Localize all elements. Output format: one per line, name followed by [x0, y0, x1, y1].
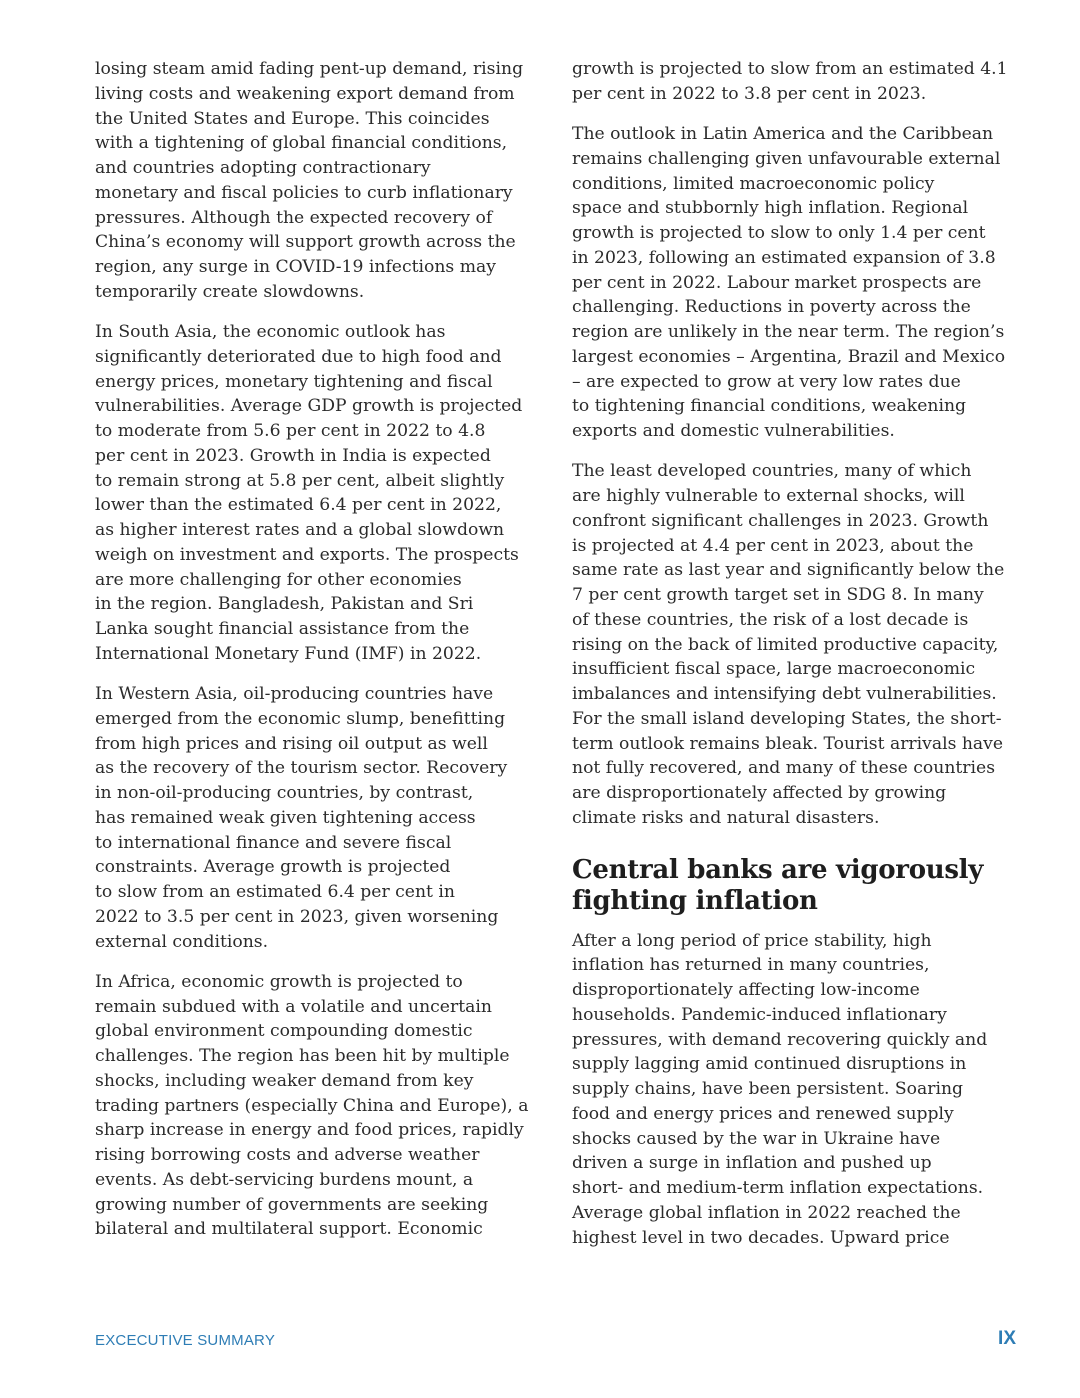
- text-line: same rate as last year and significantly below the: [572, 560, 1005, 581]
- text-line: growth is projected to slow from an estimated 4.1: [572, 59, 1008, 79]
- text-line: pressures, with demand recovering quickly and: [572, 1029, 988, 1050]
- text-line: emerged from the economic slump, benefitting: [95, 708, 506, 729]
- text-line: are more challenging for other economies: [95, 569, 462, 590]
- left-column: [95, 57, 545, 1258]
- text-line: vulnerabilities. Average GDP growth is projected: [95, 396, 523, 417]
- text-line: to slow from an estimated 6.4 per cent in: [95, 882, 455, 902]
- text-line: events. As debt-servicing burdens mount, a: [95, 1169, 474, 1190]
- text-line: remains challenging given unfavourable external: [572, 148, 1001, 169]
- paragraph-south-asia: [95, 320, 545, 667]
- text-line: to tightening financial conditions, weakening: [572, 396, 967, 417]
- paragraph-east-asia-continued: [95, 57, 545, 305]
- footer-section-label: EXCECUTIVE SUMMARY: [95, 1332, 276, 1349]
- text-line: are disproportionately affected by growing: [572, 783, 947, 803]
- paragraph-africa-continued: [572, 57, 1020, 107]
- text-line: remain subdued with a volatile and uncertain: [95, 996, 492, 1017]
- text-line: is projected at 4.4 per cent in 2023, about the: [572, 535, 974, 556]
- text-line: from high prices and rising oil output as well: [95, 733, 488, 754]
- text-line: Lanka sought financial assistance from the: [95, 619, 470, 639]
- text-line: rising on the back of limited productive capacity,: [572, 634, 999, 655]
- text-line: as the recovery of the tourism sector. Recovery: [95, 758, 508, 779]
- text-line: – are expected to grow at very low rates due: [572, 371, 961, 392]
- text-line: constraints. Average growth is projected: [95, 857, 451, 878]
- text-line: to international finance and severe fiscal: [95, 832, 452, 853]
- text-line: per cent in 2022. Labour market prospects are: [572, 272, 982, 293]
- text-line: sharp increase in energy and food prices, rapidly: [95, 1120, 524, 1141]
- text-line: After a long period of price stability, high: [572, 930, 932, 951]
- text-line: households. Pandemic-induced inflationary: [572, 1004, 947, 1025]
- text-line: The outlook in Latin America and the Caribbean: [572, 124, 994, 144]
- text-line: to remain strong at 5.8 per cent, albeit slightly: [95, 470, 505, 491]
- paragraph-africa: [95, 970, 545, 1242]
- text-line: pressures. Although the expected recovery of: [95, 207, 493, 228]
- text-line: the United States and Europe. This coincides: [95, 108, 490, 129]
- section-heading: [572, 855, 1020, 917]
- text-line: with a tightening of global financial conditions,: [95, 133, 508, 154]
- text-line: 2022 to 3.5 per cent in 2023, given worsening: [95, 906, 499, 927]
- text-line: term outlook remains bleak. Tourist arrivals have: [572, 733, 1004, 754]
- text-line: conditions, limited macroeconomic policy: [572, 173, 935, 194]
- text-line: exports and domestic vulnerabilities.: [572, 421, 895, 441]
- text-line: lower than the estimated 6.4 per cent in 2022,: [95, 495, 502, 516]
- text-line: food and energy prices and renewed supply: [572, 1103, 954, 1124]
- text-line: For the small island developing States, the short-: [572, 708, 1002, 729]
- text-line: has remained weak given tightening access: [95, 807, 476, 828]
- text-line: significantly deteriorated due to high food and: [95, 346, 502, 367]
- text-line: in the region. Bangladesh, Pakistan and Sri: [95, 594, 474, 615]
- text-line: external conditions.: [95, 931, 269, 952]
- text-line: rising borrowing costs and adverse weather: [95, 1145, 480, 1165]
- text-line: in 2023, following an estimated expansion of 3.8: [572, 247, 996, 268]
- text-line: region, any surge in COVID-19 infections may: [95, 257, 496, 277]
- page-number: IX: [998, 1328, 1016, 1349]
- text-line: weigh on investment and exports. The prospects: [95, 544, 519, 565]
- text-line: to moderate from 5.6 per cent in 2022 to 4.8: [95, 421, 486, 441]
- text-line: trading partners (especially China and Europe), a: [95, 1095, 529, 1116]
- text-line: supply chains, have been persistent. Soaring: [572, 1079, 964, 1099]
- text-line: temporarily create slowdowns.: [95, 281, 365, 302]
- text-line: growing number of governments are seeking: [95, 1194, 489, 1215]
- text-line: in non-oil-producing countries, by contrast,: [95, 783, 474, 803]
- text-line: per cent in 2022 to 3.8 per cent in 2023.: [572, 83, 927, 104]
- text-line: monetary and fiscal policies to curb inflationary: [95, 182, 513, 203]
- text-line: energy prices, monetary tightening and fiscal: [95, 371, 493, 392]
- text-line: of these countries, the risk of a lost decade is: [572, 609, 969, 630]
- text-line: largest economies – Argentina, Brazil and Mexico: [572, 346, 1006, 367]
- text-line: Average global inflation in 2022 reached the: [572, 1202, 961, 1223]
- text-line: as higher interest rates and a global slowdown: [95, 520, 505, 540]
- text-line: losing steam amid fading pent-up demand, rising: [95, 59, 524, 79]
- paragraph-latin-america: [572, 122, 1020, 444]
- text-line: shocks, including weaker demand from key: [95, 1070, 474, 1091]
- text-line: disproportionately affecting low-income: [572, 980, 920, 1000]
- text-line: shocks caused by the war in Ukraine have: [572, 1128, 941, 1149]
- text-line: insufficient fiscal space, large macroeconomic: [572, 659, 976, 680]
- text-line: imbalances and intensifying debt vulnerabilities.: [572, 684, 997, 704]
- text-line: highest level in two decades. Upward price: [572, 1227, 950, 1248]
- paragraph-least-developed-countries: [572, 459, 1020, 830]
- text-line: short- and medium-term inflation expectations.: [572, 1178, 984, 1198]
- text-line: The least developed countries, many of which: [572, 461, 972, 482]
- heading-line: Central banks are vigorously: [572, 854, 984, 885]
- text-line: In South Asia, the economic outlook has: [95, 322, 446, 342]
- text-line: space and stubbornly high inflation. Regional: [572, 198, 969, 219]
- heading-line: fighting inflation: [572, 885, 818, 916]
- text-line: not fully recovered, and many of these countries: [572, 758, 996, 779]
- text-line: living costs and weakening export demand from: [95, 83, 515, 104]
- text-line: per cent in 2023. Growth in India is expected: [95, 445, 491, 466]
- text-line: driven a surge in inflation and pushed up: [572, 1153, 932, 1174]
- text-line: challenges. The region has been hit by multiple: [95, 1046, 510, 1066]
- text-line: challenging. Reductions in poverty across the: [572, 297, 971, 318]
- text-line: bilateral and multilateral support. Economic: [95, 1219, 483, 1240]
- paragraph-inflation: [572, 929, 1020, 1251]
- text-line: growth is projected to slow to only 1.4 per cent: [572, 223, 986, 243]
- text-line: 7 per cent growth target set in SDG 8. In many: [572, 585, 984, 605]
- text-line: region are unlikely in the near term. The region’s: [572, 322, 1005, 342]
- paragraph-western-asia: [95, 682, 545, 954]
- text-line: are highly vulnerable to external shocks, will: [572, 486, 965, 506]
- text-line: International Monetary Fund (IMF) in 2022.: [95, 643, 482, 664]
- text-line: China’s economy will support growth across the: [95, 232, 516, 253]
- text-line: confront significant challenges in 2023. Growth: [572, 510, 989, 531]
- text-line: climate risks and natural disasters.: [572, 807, 880, 828]
- text-line: In Western Asia, oil-producing countries have: [95, 684, 494, 704]
- text-line: global environment compounding domestic: [95, 1021, 473, 1042]
- text-line: In Africa, economic growth is projected to: [95, 971, 463, 992]
- text-line: inflation has returned in many countries,: [572, 955, 930, 976]
- text-line: and countries adopting contractionary: [95, 158, 431, 178]
- right-column: [572, 57, 1020, 1266]
- text-line: supply lagging amid continued disruptions in: [572, 1054, 967, 1075]
